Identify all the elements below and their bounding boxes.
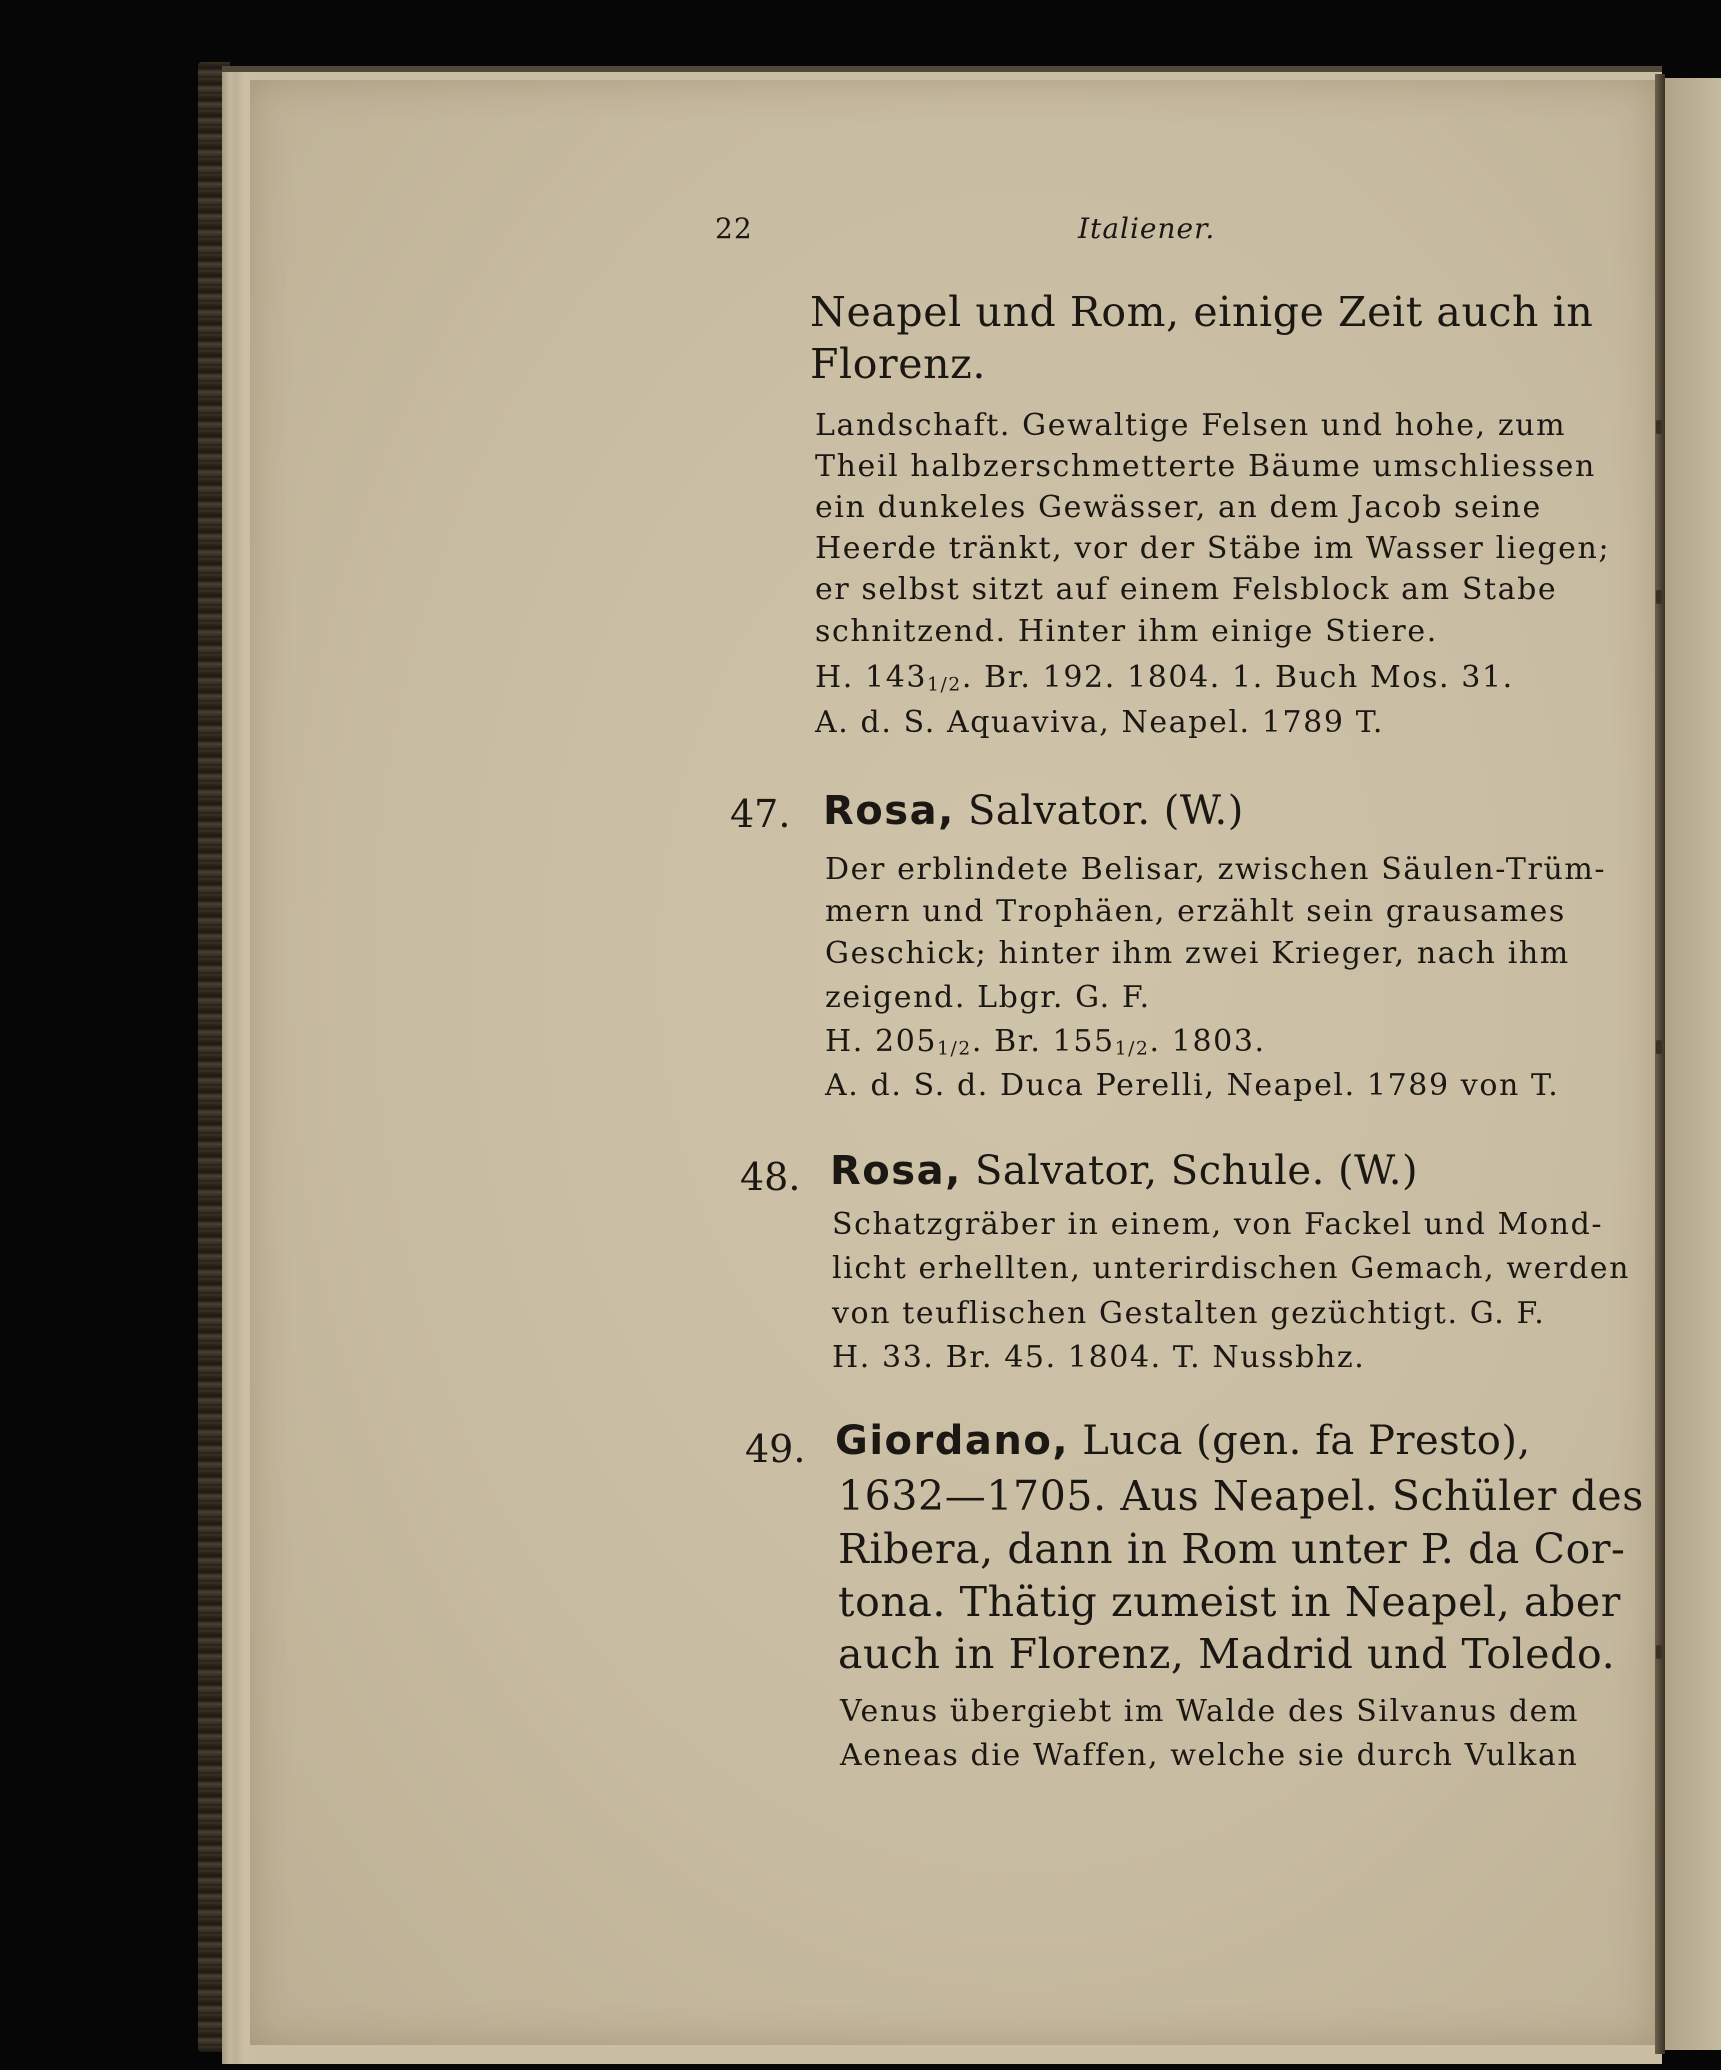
- description-line: Heerde tränkt, vor der Stäbe im Wasser liegen;: [815, 531, 1611, 566]
- description-line: Geschick; hinter ihm zwei Krieger, nach ihm: [825, 936, 1570, 971]
- description-line: zeigend. Lbgr. G. F.: [825, 980, 1151, 1015]
- provenance-line: A. d. S. d. Duca Perelli, Neapel. 1789 von T.: [825, 1068, 1560, 1103]
- description-line: er selbst sitzt auf einem Felsblock am Stabe: [815, 572, 1558, 607]
- description-line: ein dunkeles Gewässer, an dem Jacob seine: [815, 490, 1542, 525]
- description-line: mern und Trophäen, erzählt sein grausames: [825, 894, 1566, 929]
- measure-year: . 1803.: [1149, 1024, 1266, 1059]
- biography-line: 1632—1705. Aus Neapel. Schüler des: [838, 1472, 1644, 1520]
- entry-number: 47.: [730, 792, 791, 836]
- artist-name: Rosa,: [830, 1148, 962, 1194]
- running-title: Italiener.: [1078, 212, 1216, 245]
- book-gutter: [1655, 74, 1665, 2054]
- measurement-line: [825, 1024, 1266, 1060]
- continuation-line: Florenz.: [810, 340, 986, 388]
- entry-number: 48.: [740, 1155, 801, 1199]
- biography-line: auch in Florenz, Madrid und Toledo.: [838, 1630, 1616, 1678]
- measure-fraction: 1/2: [927, 674, 962, 696]
- measure-height: H. 143: [815, 660, 928, 695]
- page-number: 22: [715, 212, 753, 245]
- description-line: Landschaft. Gewaltige Felsen und hohe, zum: [815, 408, 1567, 443]
- entry-heading: [835, 1418, 1531, 1464]
- description-line: Theil halbzerschmetterte Bäume umschliessen: [815, 449, 1596, 484]
- facing-page-edge: [1665, 78, 1721, 2050]
- measure-fraction: 1/2: [937, 1038, 972, 1060]
- description-line: Venus übergiebt im Walde des Silvanus dem: [840, 1694, 1580, 1729]
- description-line: Schatzgräber in einem, von Fackel und Mond-: [832, 1207, 1604, 1242]
- description-line: H. 33. Br. 45. 1804. T. Nussbhz.: [832, 1340, 1366, 1375]
- description-line: von teuflischen Gestalten gezüchtigt. G. F.: [832, 1296, 1546, 1331]
- measurement-line: [815, 660, 1514, 696]
- measure-fraction: 1/2: [1114, 1038, 1150, 1060]
- entry-heading-rest: Salvator. (W.): [954, 788, 1244, 834]
- measure-width: . Br. 155: [971, 1024, 1115, 1059]
- entry-heading-rest: Luca (gen. fa Presto),: [1069, 1418, 1531, 1464]
- artist-name: Rosa,: [823, 788, 955, 834]
- biography-line: Ribera, dann in Rom unter P. da Cor-: [838, 1525, 1626, 1573]
- entry-heading: [823, 788, 1244, 834]
- continuation-line: Neapel und Rom, einige Zeit auch in: [810, 288, 1594, 336]
- description-line: schnitzend. Hinter ihm einige Stiere.: [815, 614, 1438, 649]
- provenance-line: A. d. S. Aquaviva, Neapel. 1789 T.: [815, 705, 1385, 740]
- entry-heading-rest: Salvator, Schule. (W.): [961, 1148, 1419, 1194]
- measure-height: H. 205: [825, 1024, 938, 1059]
- description-line: licht erhellten, unterirdischen Gemach, werden: [832, 1251, 1631, 1286]
- entry-heading: [830, 1148, 1418, 1194]
- biography-line: tona. Thätig zumeist in Neapel, aber: [838, 1578, 1621, 1626]
- entry-number: 49.: [745, 1427, 806, 1471]
- artist-name: Giordano,: [835, 1418, 1070, 1464]
- description-line: Der erblindete Belisar, zwischen Säulen-Trüm-: [825, 852, 1607, 887]
- measure-rest: . Br. 192. 1804. 1. Buch Mos. 31.: [961, 660, 1514, 695]
- description-line: Aeneas die Waffen, welche sie durch Vulkan: [840, 1738, 1579, 1773]
